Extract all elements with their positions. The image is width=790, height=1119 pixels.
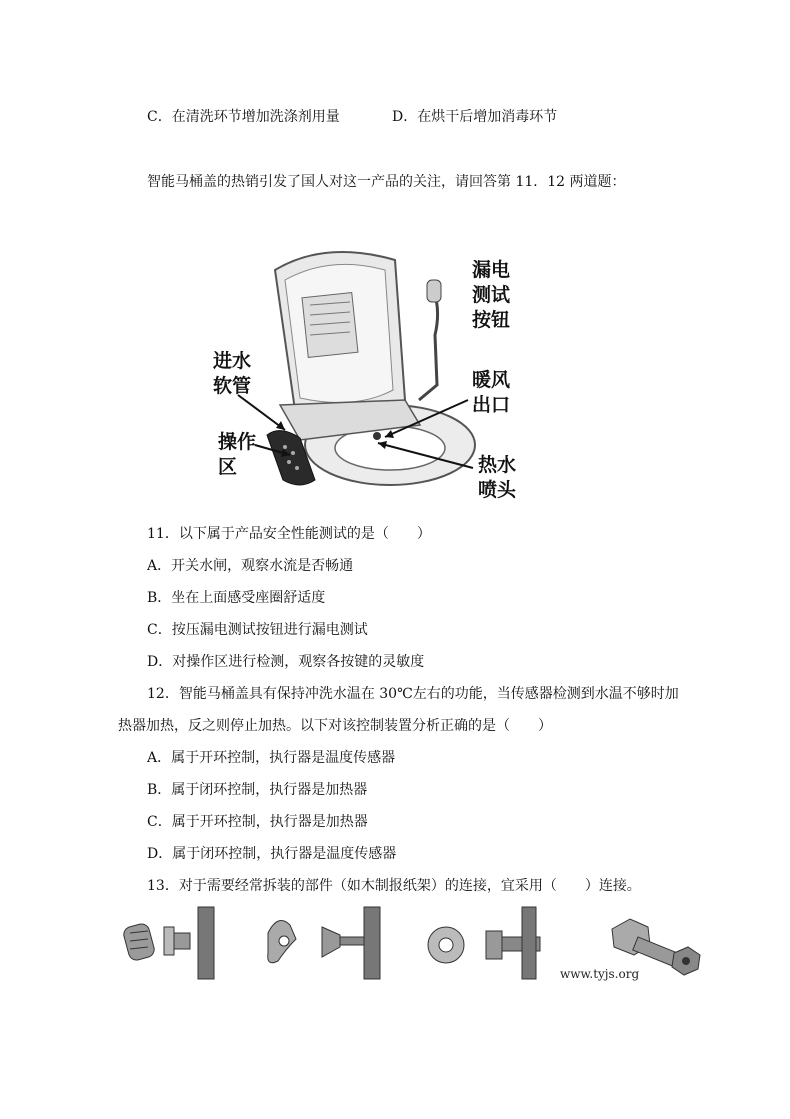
label-inlet-line2: 软管 (213, 375, 252, 397)
fastener-option-2 (268, 907, 380, 979)
fastener-option-1 (122, 907, 214, 979)
watermark: www.tyjs.org (560, 967, 640, 981)
label-inlet-line1: 进水 (213, 350, 252, 372)
q12-stem-line1: 12．智能马桶盖具有保持冲洗水温在 30℃左右的功能，当传感器检测到水温不够时加 (147, 686, 679, 702)
q11-option-b: B．坐在上面感受座圈舒适度 (147, 590, 326, 606)
label-leak-test-line2: 测试 (472, 284, 511, 306)
q11-option-c: C．按压漏电测试按钮进行漏电测试 (147, 622, 368, 638)
q12-stem-line2: 热器加热，反之则停止加热。以下对该控制装置分析正确的是（ ） (118, 718, 552, 734)
label-warm-air-line1: 暖风 (472, 369, 511, 391)
q11-option-a: A．开关水闸，观察水流是否畅通 (147, 558, 354, 574)
arrow-nozzle (378, 443, 473, 468)
arrow-inlet (238, 395, 285, 430)
label-leak-test-line1: 漏电 (472, 259, 511, 281)
option-c-prev: C．在清洗环节增加洗涤剂用量 (147, 109, 340, 125)
q12-option-a: A．属于开环控制，执行器是温度传感器 (147, 750, 396, 766)
fastener-option-3 (428, 907, 540, 979)
q13-stem: 13．对于需要经常拆装的部件（如木制报纸架）的连接，宜采用（ ）连接。 (147, 878, 641, 894)
option-d-prev: D．在烘干后增加消毒环节 (392, 109, 558, 125)
q11-stem: 11．以下属于产品安全性能测试的是（ ） (147, 526, 431, 542)
label-leak-test-line3: 按钮 (472, 309, 511, 331)
label-warm-air-line2: 出口 (472, 394, 511, 416)
q12-option-b: B．属于闭环控制，执行器是加热器 (147, 782, 368, 798)
label-nozzle-line2: 喷头 (478, 479, 517, 501)
arrow-warm-air (385, 400, 468, 437)
label-control-line2: 区 (218, 456, 238, 478)
q12-option-c: C．属于开环控制，执行器是加热器 (147, 814, 368, 830)
q11-option-d: D．对操作区进行检测，观察各按键的灵敏度 (147, 654, 425, 670)
label-nozzle-line1: 热水 (478, 454, 517, 476)
q12-option-d: D．属于闭环控制，执行器是温度传感器 (147, 846, 397, 862)
intro-text: 智能马桶盖的热销引发了国人对这一产品的关注，请回答第 11．12 两道题： (147, 174, 626, 190)
label-control-line1: 操作 (218, 431, 257, 453)
